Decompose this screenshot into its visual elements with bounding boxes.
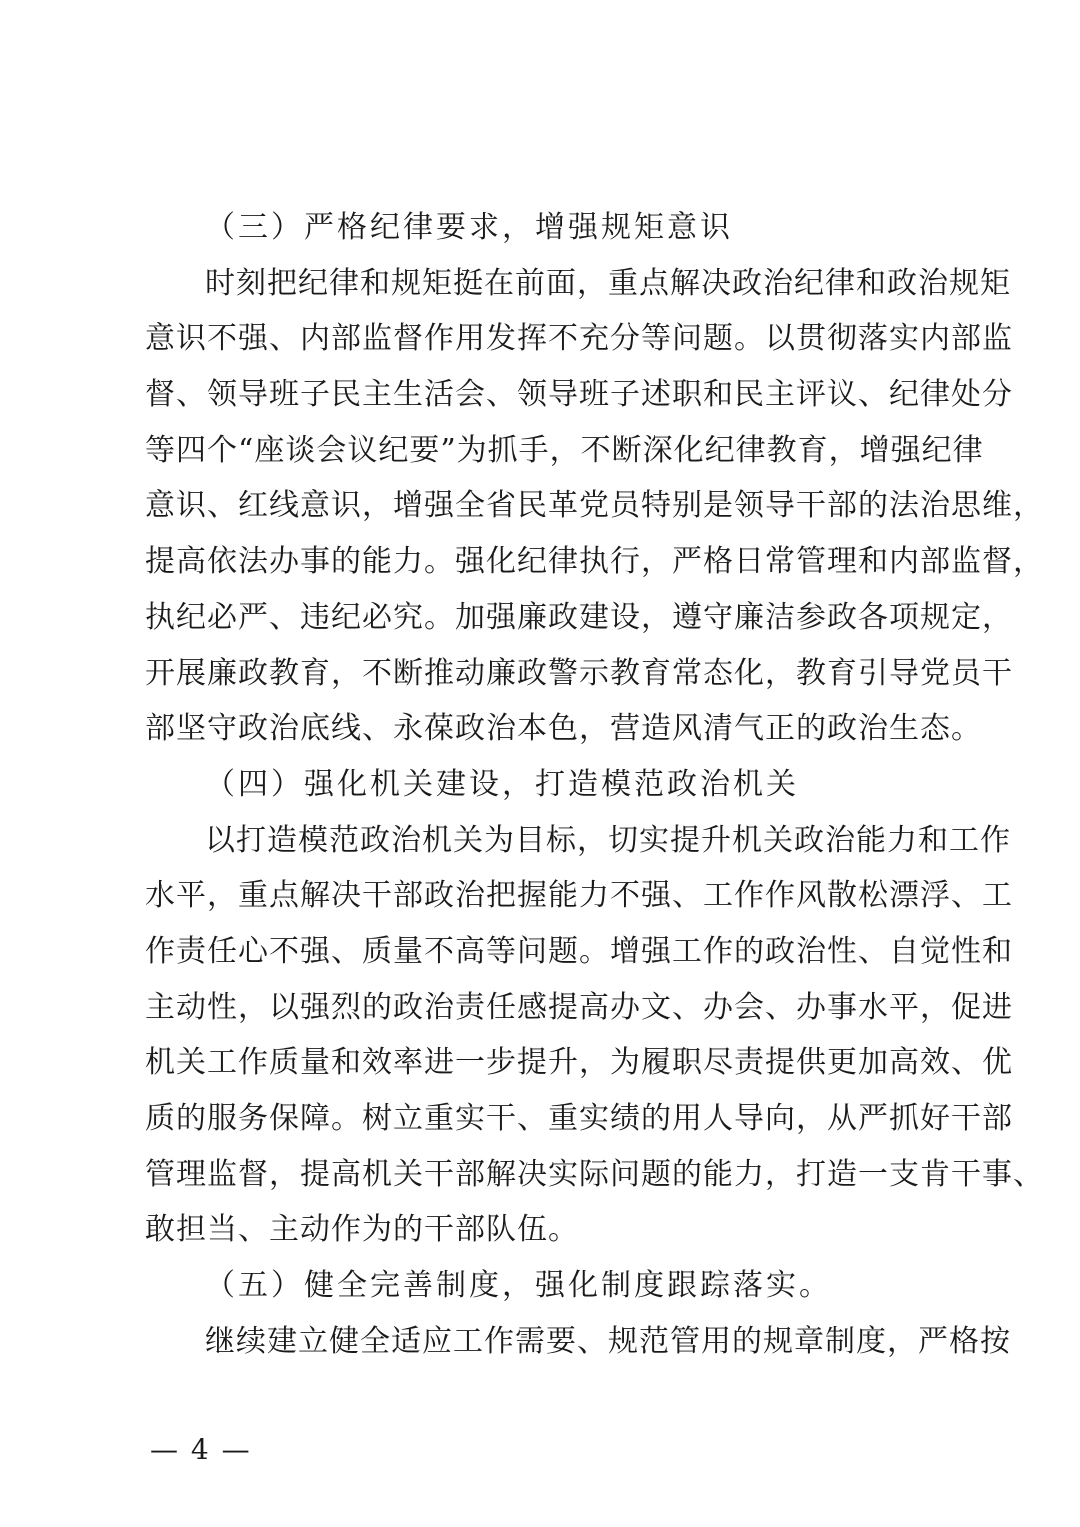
section-4-line: 作责任心不强、质量不高等问题。增强工作的政治性、自觉性和 — [145, 933, 1013, 969]
section-3-line: 等四个“座谈会议纪要”为抓手，不断深化纪律教育，增强纪律 — [145, 432, 984, 468]
section-4-line: 管理监督，提高机关干部解决实际问题的能力，打造一支肯干事、 — [145, 1156, 1044, 1192]
page-number: — 4 — — [150, 1433, 252, 1466]
section-5-line: 继续建立健全适应工作需要、规范管用的规章制度，严格按 — [205, 1323, 1011, 1359]
section-3-line: 督、领导班子民主生活会、领导班子述职和民主评议、纪律处分 — [145, 377, 1013, 413]
section-3-line: 意识不强、内部监督作用发挥不充分等问题。以贯彻落实内部监 — [145, 321, 1013, 357]
section-3-line: 执纪必严、违纪必究。加强廉政建设，遵守廉洁参政各项规定， — [145, 599, 1013, 635]
section-3-line: 意识、红线意识，增强全省民革党员特别是领导干部的法治思维， — [145, 488, 1044, 524]
section-4-line: 以打造模范政治机关为目标，切实提升机关政治能力和工作 — [205, 822, 1011, 858]
section-4-line: 敢担当、主动作为的干部队伍。 — [145, 1212, 579, 1248]
section-5-heading: （五）健全完善制度，强化制度跟踪落实。 — [205, 1268, 832, 1304]
section-3-line: 开展廉政教育，不断推动廉政警示教育常态化，教育引导党员干 — [145, 655, 1013, 691]
section-4-line: 主动性，以强烈的政治责任感提高办文、办会、办事水平，促进 — [145, 989, 1013, 1025]
section-3-line: 时刻把纪律和规矩挺在前面，重点解决政治纪律和政治规矩 — [205, 265, 1011, 301]
section-4-line: 水平，重点解决干部政治把握能力不强、工作作风散松漂浮、工 — [145, 878, 1013, 914]
section-4-line: 质的服务保障。树立重实干、重实绩的用人导向，从严抓好干部 — [145, 1101, 1013, 1136]
section-3-line: 部坚守政治底线、永葆政治本色，营造风清气正的政治生态。 — [145, 711, 982, 747]
body-text — [145, 200, 1044, 1369]
section-3-heading: （三）严格纪律要求，增强规矩意识 — [205, 210, 733, 245]
section-3-line: 提高依法办事的能力。强化纪律执行，严格日常管理和内部监督， — [145, 544, 1044, 580]
section-4-heading: （四）强化机关建设，打造模范政治机关 — [205, 766, 799, 802]
section-4-line: 机关工作质量和效率进一步提升，为履职尽责提供更加高效、优 — [145, 1045, 1013, 1081]
